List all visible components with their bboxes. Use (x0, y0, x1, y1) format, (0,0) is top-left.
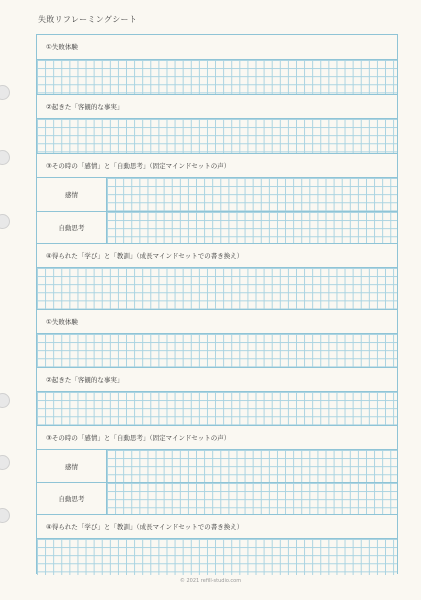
page-title: 失敗リフレーミングシート (38, 15, 138, 24)
section-emotion-label: ③その時の「感情」と「自動思考」（固定マインドセットの声） (37, 153, 397, 177)
section-fact-label: ②起きた「客観的な事実」 (37, 367, 397, 391)
section-failure-label: ①失敗体験 (37, 309, 397, 333)
binder-hole (0, 150, 10, 165)
binder-hole (0, 393, 10, 408)
emotion-writing-grid[interactable] (107, 449, 397, 482)
failure-writing-grid[interactable] (37, 59, 397, 94)
fact-writing-grid[interactable] (37, 118, 397, 153)
worksheet (36, 34, 398, 574)
copyright-footer: © 2021 refill-studio.com (179, 578, 242, 584)
section-fact-label: ②起きた「客観的な事実」 (37, 94, 397, 118)
section-lesson-label: ④得られた「学び」と「教訓」（成長マインドセットでの書き換え） (37, 243, 397, 267)
emotion-writing-grid[interactable] (107, 177, 397, 211)
section-lesson-label: ④得られた「学び」と「教訓」（成長マインドセットでの書き換え） (37, 514, 397, 538)
section-emotion-label: ③その時の「感情」と「自動思考」（固定マインドセットの声） (37, 425, 397, 449)
binder-hole (0, 85, 10, 100)
binder-hole (0, 214, 10, 229)
lesson-writing-grid[interactable] (37, 538, 397, 575)
emotion-row-label: 感情 (37, 449, 107, 482)
thought-row-label: 自動思考 (37, 211, 107, 243)
binder-hole (0, 508, 10, 523)
fact-writing-grid[interactable] (37, 391, 397, 425)
thought-writing-grid[interactable] (107, 211, 397, 243)
thought-row-label: 自動思考 (37, 482, 107, 514)
failure-writing-grid[interactable] (37, 333, 397, 367)
lesson-writing-grid[interactable] (37, 267, 397, 309)
thought-writing-grid[interactable] (107, 482, 397, 514)
binder-hole (0, 455, 10, 470)
section-failure-label: ①失敗体験 (37, 35, 397, 59)
emotion-row-label: 感情 (37, 177, 107, 211)
